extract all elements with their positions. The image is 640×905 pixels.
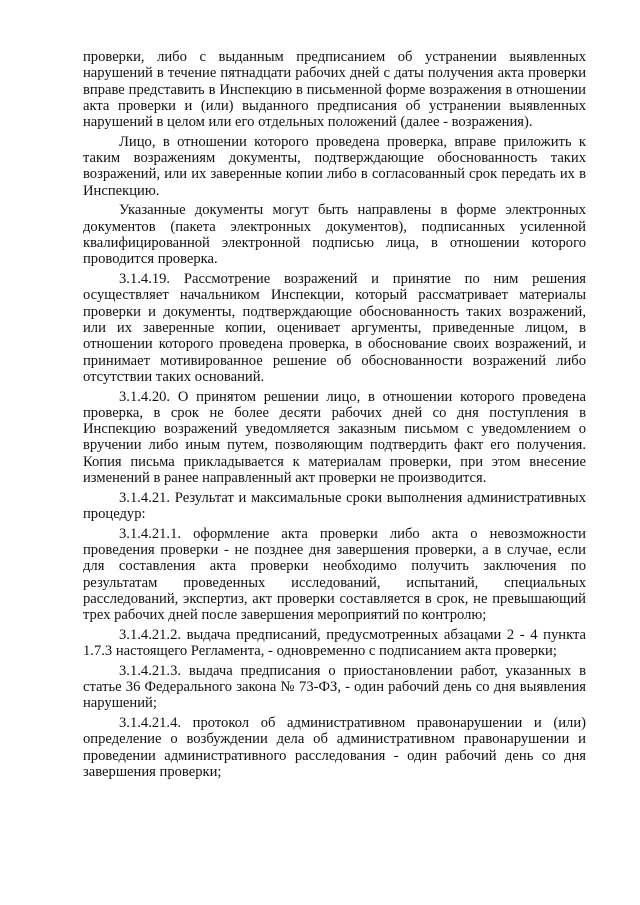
paragraph-3-1-4-19: 3.1.4.19. Рассмотрение возражений и принятие по ним решения осуществляет начальником Инспекции, который рассматривает материалы проверки и документы, подтверждающие обоснованность таких возражений, или их заверенные копии, оценивает аргументы, приведенные лицом, в отношении которого проведена проверка, в обоснование своих возражений, и принимает мотивированное решение об обоснованности возражений либо отсутствии таких оснований. xyxy=(83,271,586,385)
paragraph-3-1-4-21-2: 3.1.4.21.2. выдача предписаний, предусмотренных абзацами 2 - 4 пункта 1.7.3 настоящего Регламента, - одновременно с подписанием акта проверки; xyxy=(83,626,586,660)
paragraph-3-1-4-20: 3.1.4.20. О принятом решении лицо, в отношении которого проведена проверка, в срок не более десяти рабочих дней со дня поступления в Инспекцию возражений уведомляется заказным письмом с уведомлением о вручении либо иным путем, позволяющим подтвердить факт его получения. Копия письма прикладывается к материалам проверки, при этом внесение изменений в ранее направленный акт проверки не производится. xyxy=(83,388,586,486)
paragraph-3-1-4-21-4: 3.1.4.21.4. протокол об административном правонарушении и (или) определение о возбуждении дела об административном правонарушении и проведении административного расследования - один рабочий день со дня завершения проверки; xyxy=(83,715,586,780)
paragraph-attach-documents: Лицо, в отношении которого проведена проверка, вправе приложить к таким возражениям документы, подтверждающие обоснованность таких возражений, или их заверенные копии либо в согласованный срок передать их в Инспекцию. xyxy=(83,133,586,199)
document-page xyxy=(83,49,586,784)
paragraph-3-1-4-21-3: 3.1.4.21.3. выдача предписания о приостановлении работ, указанных в статье 36 Федерального закона № 73-ФЗ, - один рабочий день со дня выявления нарушений; xyxy=(83,662,586,712)
paragraph-electronic-documents: Указанные документы могут быть направлены в форме электронных документов (пакета электронных документов), подписанных усиленной квалифицированной электронной подписью лица, в отношении которого проводится проверка. xyxy=(83,202,586,268)
paragraph-3-1-4-21: 3.1.4.21. Результат и максимальные сроки выполнения административных процедур: xyxy=(83,489,586,522)
paragraph-continuation-objections: проверки, либо с выданным предписанием об устранении выявленных нарушений в течение пятнадцати рабочих дней с даты получения акта проверки вправе представить в Инспекцию в письменной форме возражения в отношении акта проверки и (или) выданного предписания об устранении выявленных нарушений в целом или его отдельных положений (далее - возражения). xyxy=(83,49,586,131)
paragraph-3-1-4-21-1: 3.1.4.21.1. оформление акта проверки либо акта о невозможности проведения проверки - не позднее дня завершения проверки, а в случае, если для составления акта проверки необходимо получить заключения по результатам проведенных исследований, испытаний, специальных расследований, экспертиз, акт проверки составляется в срок, не превышающий трех рабочих дней после завершения мероприятий по контролю; xyxy=(83,525,586,624)
